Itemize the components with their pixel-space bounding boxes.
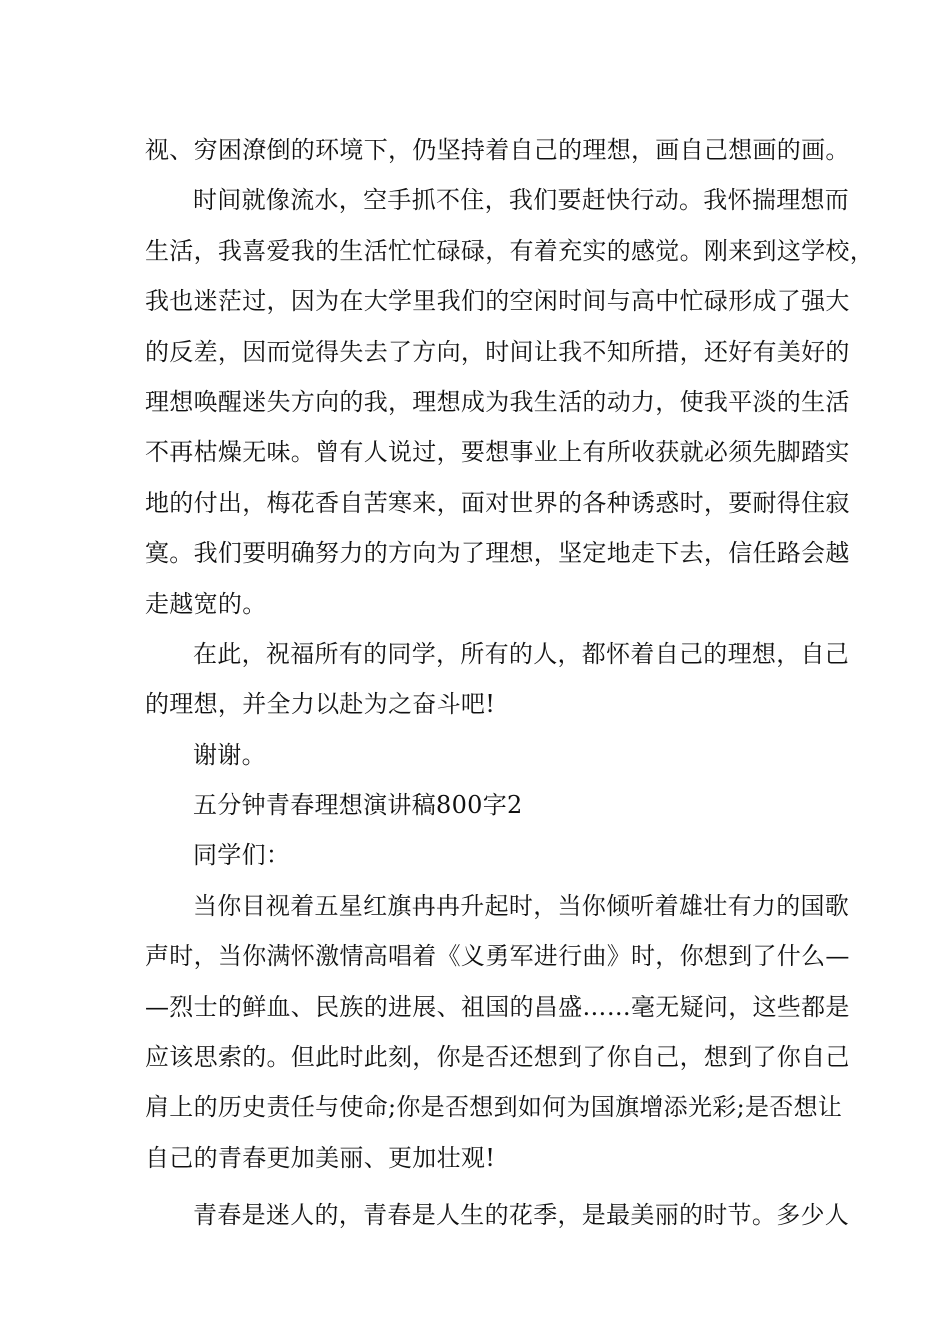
text-line: 我也迷茫过，因为在大学里我们的空闲时间与高中忙碌形成了强大: [145, 287, 850, 316]
text-line: 生活，我喜爱我的生活忙忙碌碌，有着充实的感觉。刚来到这学校，: [145, 236, 874, 265]
text-line: 的理想，并全力以赴为之奋斗吧!: [145, 690, 496, 719]
text-line: 视、穷困潦倒的环境下，仍坚持着自己的理想，画自己想画的画。: [145, 136, 850, 164]
salutation: 同学们：: [193, 841, 291, 870]
text-line: 寞。我们要明确努力的方向为了理想，坚定地走下去，信任路会越: [145, 539, 850, 568]
text-line: 在此，祝福所有的同学，所有的人，都怀着自己的理想，自己: [193, 639, 850, 668]
text-line: 理想唤醒迷失方向的我，理想成为我生活的动力，使我平淡的生活: [145, 387, 850, 416]
text-line: 声时，当你满怀激情高唱着《义勇军进行曲》时，你想到了什么—: [145, 942, 850, 971]
text-line: 肩上的历史责任与使命;你是否想到如何为国旗增添光彩;是否想让: [145, 1093, 843, 1122]
document-body: [145, 125, 874, 1241]
text-line: 谢谢。: [193, 740, 266, 769]
text-line: 地的付出，梅花香自苦寒来，面对世界的各种诱惑时，要耐得住寂: [145, 488, 850, 517]
text-line: 青春是迷人的，青春是人生的花季，是最美丽的时节。多少人: [193, 1201, 850, 1230]
section-heading: 五分钟青春理想演讲稿800字2: [193, 791, 523, 820]
text-line: 走越宽的。: [145, 589, 267, 618]
text-line: 时间就像流水，空手抓不住，我们要赶快行动。我怀揣理想而: [193, 186, 850, 215]
text-line: 自己的青春更加美丽、更加壮观!: [145, 1143, 496, 1172]
text-line: 当你目视着五星红旗冉冉升起时，当你倾听着雄壮有力的国歌: [193, 891, 850, 920]
text-line: 的反差，因而觉得失去了方向，时间让我不知所措，还好有美好的: [145, 337, 850, 366]
text-line: —烈士的鲜血、民族的进展、祖国的昌盛……毫无疑问，这些都是: [145, 992, 850, 1021]
text-line: 不再枯燥无味。曾有人说过，要想事业上有所收获就必须先脚踏实: [145, 438, 850, 467]
text-line: 应该思索的。但此时此刻，你是否还想到了你自己，想到了你自己: [145, 1043, 850, 1072]
